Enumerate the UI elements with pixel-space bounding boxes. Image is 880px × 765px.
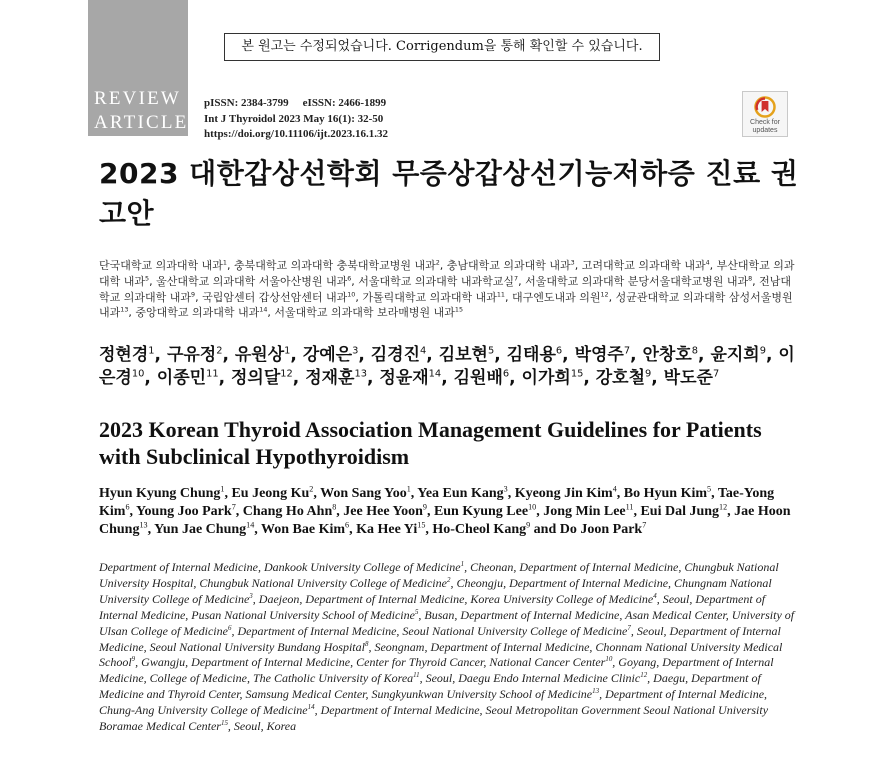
author-name: 이가희 [521, 368, 571, 388]
author-affiliation-number: 13 [354, 368, 367, 380]
affiliation-text: , 국립암센터 갑상선암센터 내과 [195, 290, 348, 304]
publication-info [204, 96, 388, 143]
author-affiliation-number: 12 [280, 368, 293, 380]
author-affiliation-number: 10 [528, 502, 537, 512]
affiliation-text: , Department of Internal Medicine, Seoul National University College of Medicine [231, 623, 628, 638]
affiliation-text: , Seongnam, Department of Internal Medicine, Chonnam National University Medical School [99, 639, 783, 670]
author-name: Yun Jae Chung [154, 522, 247, 537]
author-name: 이종민 [156, 368, 207, 388]
affiliation-text: , 서울대학교 의과대학 보라매병원 내과 [267, 306, 455, 320]
eissn: eISSN: 2466-1899 [302, 97, 387, 109]
author-affiliation-number: 7 [712, 368, 720, 380]
affiliation-text: , Seoul, Daegu Endo Internal Medicine Clinic [419, 671, 641, 686]
affiliation-number: 10 [347, 289, 356, 298]
author-affiliation-number: 10 [131, 368, 145, 380]
affiliation-text: , 충북대학교 의과대학 충북대학교병원 내과 [226, 259, 436, 272]
author-name: Chang Ho Ahn [242, 504, 333, 519]
check-for-updates-badge[interactable] [742, 91, 788, 137]
affiliation-text: , 성균관대학교 의과대학 삼성서울병원 내과 [99, 290, 793, 320]
author-affiliation-number: 14 [246, 520, 255, 530]
affiliation-text: , Busan, Department of Internal Medicine, Asan Medical Center, University of Ulsan College of Medicine [99, 607, 795, 638]
author-name: Bo Hyun Kim [623, 486, 708, 501]
author-affiliation-number: 9 [759, 345, 766, 357]
affiliation-text: , Seoul, Korea [227, 719, 297, 734]
affiliation-number: 6 [347, 274, 352, 283]
affiliation-number: 3 [570, 258, 575, 267]
author-affiliation-number: 3 [352, 345, 359, 357]
author-name: 김보현 [438, 345, 488, 365]
author-name: Eui Dal Jung [640, 504, 720, 519]
affiliation-text: , 서울대학교 의과대학 분당서울대학교병원 내과 [518, 274, 749, 288]
author-affiliation-number: 3 [503, 484, 508, 494]
author-name: 김원배 [453, 368, 503, 388]
affiliation-text: , 고려대학교 의과대학 내과 [574, 259, 706, 272]
author-name: Young Joo Park [136, 504, 232, 519]
doi-link[interactable]: https://doi.org/10.11106/ijt.2023.16.1.32 [204, 128, 388, 140]
author-name: 정현경 [99, 345, 149, 365]
author-affiliation-number: 1 [220, 484, 225, 494]
author-affiliation-number: 9 [422, 502, 427, 512]
affiliation-text: , Cheonan, Department of Internal Medicine, Chungbuk National University Hospital, Chungbuk National University College of Medicine [99, 560, 779, 590]
author-affiliation-number: 6 [345, 520, 350, 530]
affiliation-number: 5 [414, 607, 419, 616]
author-affiliation-number: 8 [691, 345, 699, 357]
affiliation-text: , Gwangju, Department of Internal Medicine, Center for Thyroid Cancer, National Cancer Center [135, 655, 606, 670]
affiliation-number: 7 [627, 623, 631, 632]
author-name: Eun Kyung Lee [433, 504, 529, 519]
affiliation-number: 13 [592, 687, 600, 696]
affiliation-text: , Daejeon, Department of Internal Medicine, Korea University College of Medicine [252, 591, 654, 606]
affiliation-number: 15 [454, 305, 464, 314]
author-name: Kyeong Jin Kim [514, 486, 613, 501]
affiliation-number: 7 [514, 274, 519, 283]
pissn: pISSN: 2384-3799 [204, 97, 289, 109]
affiliation-number: 9 [191, 289, 196, 298]
author-affiliation-number: 8 [332, 502, 337, 512]
author-affiliation-number: 13 [139, 520, 148, 530]
author-name: 김태용 [506, 345, 556, 365]
affiliation-number: 12 [600, 289, 609, 298]
author-affiliation-number: 7 [231, 502, 236, 512]
korean-affiliations [99, 258, 799, 321]
author-affiliation-number: 7 [623, 345, 631, 357]
affiliation-text: , 부산대학교 의과대학 내과 [99, 259, 795, 288]
article-type-label-line1: REVIEW [94, 88, 182, 109]
affiliation-text: , 전남대학교 의과대학 내과 [99, 274, 792, 304]
affiliation-text: , 가톨릭대학교 의과대학 내과 [355, 290, 497, 304]
affiliation-text: , 울산대학교 의과대학 서울아산병원 내과 [149, 274, 348, 288]
article-type-label-line2: ARTICLE [94, 112, 189, 133]
affiliation-number: 4 [653, 591, 657, 600]
affiliation-number: 8 [364, 639, 369, 648]
author-affiliation-number: 11 [206, 368, 219, 380]
author-name: Ho-Cheol Kang [432, 522, 527, 537]
author-name: Yea Eun Kang [417, 486, 504, 501]
author-affiliation-number: 2 [309, 484, 314, 494]
author-affiliation-number: 5 [487, 345, 495, 357]
author-name: 강예은 [302, 345, 353, 365]
affiliation-number: 14 [259, 305, 268, 314]
affiliation-number: 11 [413, 671, 420, 680]
author-affiliation-number: 11 [625, 502, 634, 512]
affiliation-number: 5 [145, 274, 150, 283]
author-name: 윤지희 [710, 345, 760, 365]
affiliation-text: , Department of Internal Medicine, Seoul Metropolitan Government Seoul National University Boramae Medical Center [99, 703, 769, 734]
affiliation-number: 2 [446, 575, 451, 584]
correction-notice: 본 원고는 수정되었습니다. Corrigendum을 통해 확인할 수 있습니다. [224, 33, 660, 61]
author-affiliation-number: 4 [612, 484, 617, 494]
author-name: 정재훈 [305, 368, 355, 388]
affiliation-text: , Daegu, Department of Medicine and Thyroid Center, Samsung Medical Center, Sungkyunkwan University School of Medicine [99, 671, 761, 702]
affiliation-number: 4 [705, 258, 710, 267]
author-affiliation-number: 4 [420, 345, 427, 357]
affiliation-text: Department of Internal Medicine, Dankook University College of Medicine [99, 560, 461, 574]
author-affiliation-number: 6 [502, 368, 510, 380]
english-title: 2023 Korean Thyroid Association Management Guidelines for Patients with Subclinical Hypothyroidism [99, 417, 762, 469]
affiliation-number: 2 [435, 258, 440, 267]
affiliation-text: , Goyang, Department of Internal Medicine, College of Medicine, The Catholic University of Korea [99, 655, 774, 686]
affiliation-number: 11 [496, 289, 505, 298]
author-name: Won Bae Kim [261, 522, 346, 537]
author-name: 이은경 [99, 345, 795, 388]
affiliation-text: , 중앙대학교 의과대학 내과 [128, 306, 260, 320]
author-affiliation-number: 7 [642, 520, 647, 530]
author-name: 안창호 [642, 345, 692, 365]
author-name: 박영주 [574, 345, 624, 365]
author-affiliation-number: 6 [125, 502, 130, 512]
affiliation-text: , Seoul, Department of Internal Medicine, Seoul National University Bundang Hospital [99, 623, 781, 654]
affiliation-number: 10 [605, 655, 613, 664]
author-name: Jong Min Lee [543, 504, 626, 519]
korean-title: 2023 대한갑상선학회 무증상갑상선기능저하증 진료 권고안 [99, 157, 799, 230]
bookmark-ring-icon [754, 96, 776, 118]
english-affiliations [99, 560, 799, 735]
affiliation-text: , 충남대학교 의과대학 내과 [439, 259, 571, 272]
affiliation-number: 3 [249, 591, 253, 600]
author-affiliation-number: 15 [570, 368, 584, 380]
affiliation-text: , 대구엔도내과 의원 [504, 290, 601, 304]
author-affiliation-number: 12 [719, 502, 728, 512]
author-affiliation-number: 14 [428, 368, 442, 380]
author-affiliation-number: 9 [645, 368, 652, 380]
author-affiliation-number: 5 [707, 484, 712, 494]
author-affiliation-number: 1 [148, 345, 155, 357]
affiliation-number: 1 [222, 258, 227, 267]
author-name: 박도준 [663, 368, 713, 388]
affiliation-number: 13 [120, 305, 129, 314]
check-for-updates-label: Check for updates [750, 119, 780, 134]
author-name: Do Joon Park [559, 522, 643, 537]
affiliation-text: , Cheongju, Department of Internal Medicine, Chungnam National University College of Medicine [99, 575, 772, 606]
author-affiliation-number: 1 [406, 484, 411, 494]
affiliation-text: , Department of Internal Medicine, Chung-Ang University College of Medicine [99, 687, 768, 718]
korean-authors: 정현경$^1$, 구유정$^2$, 유원상$^1$, 강예은$^3$, 김경진$^4$, 김보현$^5$, 김태용$^6$, 박영주$^7$, 안창호$^8$, 윤지희$^9$, 이은경$^{10}$, 이종민$^{11}$, 정의달$^{12}$, 정재훈$^{13}$, 정윤재$^{14}$, 김원배$^6$, 이가희$^{15}$, 강호철$^9$, 박도준$^7$ [99, 345, 795, 388]
affiliation-text: , Seoul, Department of Internal Medicine, Pusan National University School of Medicine [99, 591, 766, 622]
author-name: 구유정 [166, 345, 217, 365]
author-name: 김경진 [370, 345, 421, 365]
affiliation-number: 15 [220, 719, 228, 728]
author-name: Hyun Kyung Chung [99, 486, 221, 501]
author-name: 강호철 [595, 368, 646, 388]
author-affiliation-number: 1 [284, 345, 291, 357]
author-affiliation-number: 2 [216, 345, 223, 357]
affiliation-number: 6 [227, 623, 232, 632]
author-name: 유원상 [234, 345, 285, 365]
author-name: Jee Hee Yoon [343, 504, 423, 519]
author-name: Jae Hoon Chung [99, 504, 791, 537]
author-name: 정의달 [230, 368, 281, 388]
author-name: Eu Jeong Ku [231, 486, 310, 501]
affiliation-text: 단국대학교 의과대학 내과 [99, 259, 223, 272]
affiliation-number: 9 [131, 655, 136, 664]
affiliation-number: 8 [748, 274, 753, 283]
affiliation-text: , 서울대학교 의과대학 내과학교실 [351, 274, 515, 288]
english-authors: Hyun Kyung Chung$^1$, Eu Jeong Ku$^2$, Won Sang Yoo$^1$, Yea Eun Kang$^3$, Kyeong Jin Kim$^4$, Bo Hyun Kim$^5$, Tae-Yong Kim$^6$, Young Joo Park$^7$, Chang Ho Ahn$^8$, Jee Hee Yoon$^9$, Eun Kyung Lee$^{10}$, Jong Min Lee$^{11}$, Eui Dal Jung$^{12}$, Jae Hoon Chung$^{13}$, Yun Jae Chung$^{14}$, Won Bae Kim$^6$, Ka Hee Yi$^{15}$, Ho-Cheol Kang$^9$ and Do Joon Park$^7$ [99, 484, 791, 537]
affiliation-number: 14 [307, 703, 315, 712]
affiliation-number: 12 [640, 671, 648, 680]
author-name: Ka Hee Yi [356, 522, 418, 537]
citation: Int J Thyroidol 2023 May 16(1): 32-50 [204, 112, 384, 125]
author-affiliation-number: 6 [555, 345, 563, 357]
author-name: Won Sang Yoo [320, 486, 407, 501]
author-name: Tae-Yong Kim [99, 486, 775, 519]
author-affiliation-number: 15 [417, 520, 426, 530]
author-affiliation-number: 9 [526, 520, 531, 530]
affiliation-number: 1 [460, 560, 465, 568]
author-name: 정윤재 [379, 368, 429, 388]
